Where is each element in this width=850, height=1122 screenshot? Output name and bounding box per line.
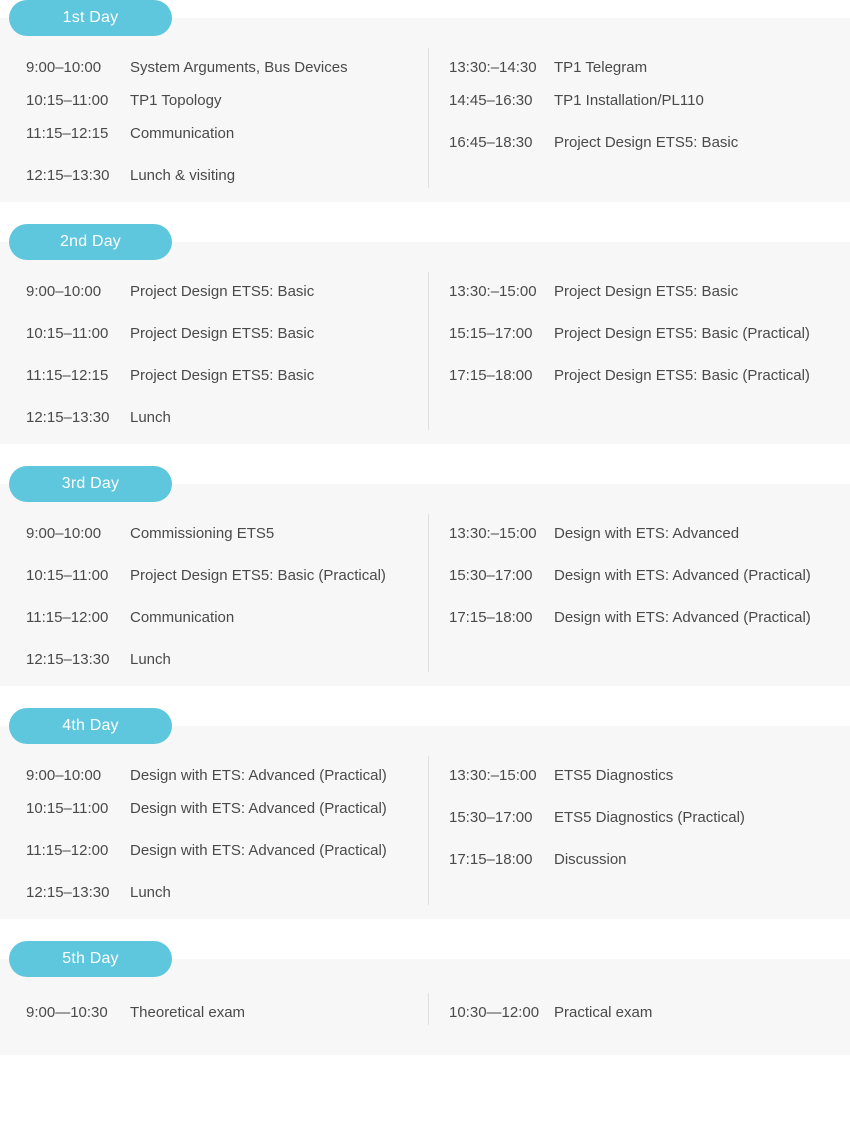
session-time: 13:30:–15:00 <box>449 767 537 784</box>
session-topic: TP1 Topology <box>130 92 222 109</box>
session-time: 12:15–13:30 <box>26 884 110 901</box>
schedule-row <box>449 282 840 302</box>
session-time: 10:15–11:00 <box>26 800 109 817</box>
session-topic: Project Design ETS5: Basic <box>554 283 739 300</box>
session-time: 17:15–18:00 <box>449 367 533 384</box>
session-topic: TP1 Installation/PL110 <box>554 92 704 109</box>
session-topic: Project Design ETS5: Basic (Practical) <box>130 567 386 584</box>
session-topic: Commissioning ETS5 <box>130 525 275 542</box>
afternoon-column-5 <box>428 993 850 1025</box>
session-topic: Theoretical exam <box>130 1004 246 1021</box>
session-time: 17:15–18:00 <box>449 851 533 868</box>
session-topic: Lunch & visiting <box>130 167 236 184</box>
session-time: 17:15–18:00 <box>449 609 533 626</box>
schedule-row <box>26 58 418 78</box>
session-time: 9:00–10:00 <box>26 525 102 542</box>
session-topic: System Arguments, Bus Devices <box>130 59 348 76</box>
session-time: 16:45–18:30 <box>449 134 533 151</box>
afternoon-column-1 <box>428 48 850 188</box>
session-time: 14:45–16:30 <box>449 92 533 109</box>
session-topic: Lunch <box>130 409 171 426</box>
session-time: 13:30:–15:00 <box>449 525 537 542</box>
session-topic: Discussion <box>554 851 627 868</box>
session-topic: Practical exam <box>554 1004 653 1021</box>
session-time: 10:15–11:00 <box>26 325 109 342</box>
day-body-2 <box>0 242 850 444</box>
day-body-4 <box>0 726 850 919</box>
schedule-row <box>26 282 418 302</box>
schedule-row <box>449 766 840 786</box>
schedule-row <box>26 608 418 628</box>
schedule-row <box>449 91 840 111</box>
schedule-row <box>449 608 840 628</box>
schedule-row <box>449 1003 840 1023</box>
session-topic: ETS5 Diagnostics (Practical) <box>554 809 745 826</box>
schedule-row <box>26 650 418 670</box>
schedule-row <box>449 324 840 344</box>
session-topic: Design with ETS: Advanced (Practical) <box>554 609 811 626</box>
session-time: 11:15–12:00 <box>26 842 109 859</box>
session-topic: Lunch <box>130 884 171 901</box>
schedule-row <box>26 124 418 144</box>
session-topic: ETS5 Diagnostics <box>554 767 674 784</box>
morning-column-3 <box>0 514 428 672</box>
session-time: 9:00–10:00 <box>26 767 102 784</box>
session-topic: Project Design ETS5: Basic <box>130 367 315 384</box>
session-topic: Communication <box>130 609 235 626</box>
session-topic: Design with ETS: Advanced <box>554 525 740 542</box>
session-time: 9:00–10:00 <box>26 283 102 300</box>
schedule-row <box>26 766 418 786</box>
schedule-row <box>26 366 418 386</box>
afternoon-column-4 <box>428 756 850 905</box>
schedule-row <box>26 91 418 111</box>
schedule-row <box>449 808 840 828</box>
schedule-row <box>26 841 418 861</box>
session-time: 15:15–17:00 <box>449 325 533 342</box>
morning-column-4 <box>0 756 428 905</box>
day-block-3 <box>0 466 850 686</box>
session-topic: Project Design ETS5: Basic (Practical) <box>554 325 810 342</box>
day-block-2 <box>0 224 850 444</box>
session-topic: Lunch <box>130 651 171 668</box>
session-time: 11:15–12:00 <box>26 609 109 626</box>
session-time: 10:15–11:00 <box>26 92 109 109</box>
schedule-row <box>26 799 418 819</box>
schedule-row <box>26 324 418 344</box>
day-badge-5: 5th Day <box>9 941 172 977</box>
session-time: 13:30:–15:00 <box>449 283 537 300</box>
session-time: 12:15–13:30 <box>26 409 110 426</box>
afternoon-column-2 <box>428 272 850 430</box>
bottom-spacer <box>0 1077 850 1107</box>
schedule-row <box>26 1003 418 1023</box>
session-topic: Project Design ETS5: Basic (Practical) <box>554 367 810 384</box>
day-body-1 <box>0 18 850 202</box>
day-block-4 <box>0 708 850 919</box>
schedule-row <box>26 166 418 186</box>
morning-column-2 <box>0 272 428 430</box>
schedule-row <box>26 566 418 586</box>
morning-column-1 <box>0 48 428 188</box>
schedule-row <box>449 850 840 870</box>
day-body-3 <box>0 484 850 686</box>
session-topic: Communication <box>130 125 235 142</box>
day-block-1 <box>0 0 850 202</box>
schedule-row <box>26 883 418 903</box>
day-badge-4: 4th Day <box>9 708 172 744</box>
session-time: 12:15–13:30 <box>26 167 110 184</box>
session-time: 13:30:–14:30 <box>449 59 537 76</box>
day-badge-2: 2nd Day <box>9 224 172 260</box>
day-badge-1: 1st Day <box>9 0 172 36</box>
schedule-row <box>449 566 840 586</box>
schedule-row <box>449 133 840 153</box>
session-time: 11:15–12:15 <box>26 367 109 384</box>
session-time: 10:30—12:00 <box>449 1004 540 1021</box>
session-topic: Design with ETS: Advanced (Practical) <box>130 767 387 784</box>
session-time: 12:15–13:30 <box>26 651 110 668</box>
session-topic: Project Design ETS5: Basic <box>554 134 739 151</box>
session-topic: TP1 Telegram <box>554 59 648 76</box>
schedule-row <box>449 58 840 78</box>
day-badge-3: 3rd Day <box>9 466 172 502</box>
schedule-row <box>449 366 840 386</box>
session-topic: Project Design ETS5: Basic <box>130 283 315 300</box>
session-time: 9:00—10:30 <box>26 1004 108 1021</box>
day-block-5 <box>0 941 850 1055</box>
schedule-row <box>26 524 418 544</box>
session-topic: Design with ETS: Advanced (Practical) <box>130 800 387 817</box>
session-topic: Project Design ETS5: Basic <box>130 325 315 342</box>
session-time: 15:30–17:00 <box>449 809 533 826</box>
session-topic: Design with ETS: Advanced (Practical) <box>554 567 811 584</box>
schedule-row <box>449 524 840 544</box>
session-time: 15:30–17:00 <box>449 567 533 584</box>
schedule-row <box>26 408 418 428</box>
session-time: 10:15–11:00 <box>26 567 109 584</box>
session-time: 9:00–10:00 <box>26 59 102 76</box>
afternoon-column-3 <box>428 514 850 672</box>
session-topic: Design with ETS: Advanced (Practical) <box>130 842 387 859</box>
session-time: 11:15–12:15 <box>26 125 109 142</box>
morning-column-5 <box>0 993 428 1025</box>
